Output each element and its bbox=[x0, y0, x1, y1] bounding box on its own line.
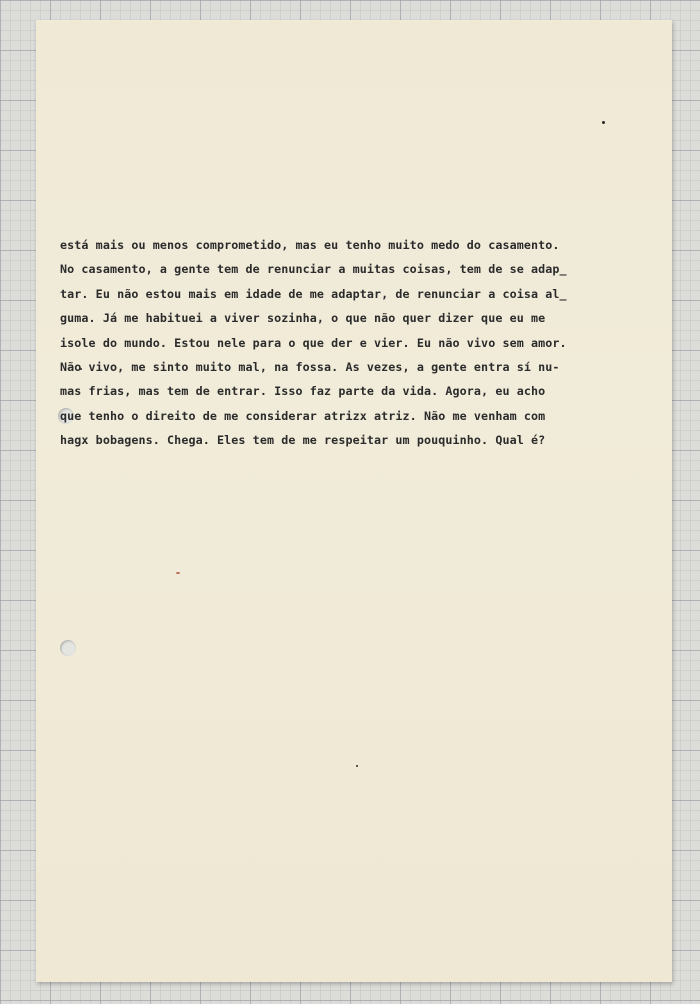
text-line: guma. Já me habituei a viver sozinha, o que não quer dizer que eu me bbox=[60, 311, 546, 326]
text-line: hagx bobagens. Chega. Eles tem de me respeitar um pouquinho. Qual é? bbox=[60, 433, 546, 448]
text-line: tar. Eu não estou mais em idade de me adaptar, de renunciar a coisa al_ bbox=[60, 286, 567, 301]
text-line: No casamento, a gente tem de renunciar a muitas coisas, tem de se adap_ bbox=[60, 262, 567, 277]
punch-hole-bottom bbox=[60, 640, 76, 656]
text-line: que tenho o direito de me considerar atrizx atriz. Não me venham com bbox=[60, 408, 546, 423]
text-line: mas frias, mas tem de entrar. Isso faz parte da vida. Agora, eu acho bbox=[60, 384, 546, 399]
ink-speck bbox=[356, 765, 358, 767]
typewritten-page bbox=[36, 20, 672, 982]
ink-speck bbox=[602, 121, 605, 124]
ink-speck bbox=[176, 572, 180, 574]
text-line: isole do mundo. Estou nele para o que der e vier. Eu não vivo sem amor. bbox=[60, 335, 567, 350]
text-line: Não vivo, me sinto muito mal, na fossa. As vezes, a gente entra sí nu- bbox=[60, 360, 560, 375]
text-line: está mais ou menos comprometido, mas eu tenho muito medo do casamento. bbox=[60, 238, 560, 252]
typed-text-block bbox=[60, 233, 620, 453]
